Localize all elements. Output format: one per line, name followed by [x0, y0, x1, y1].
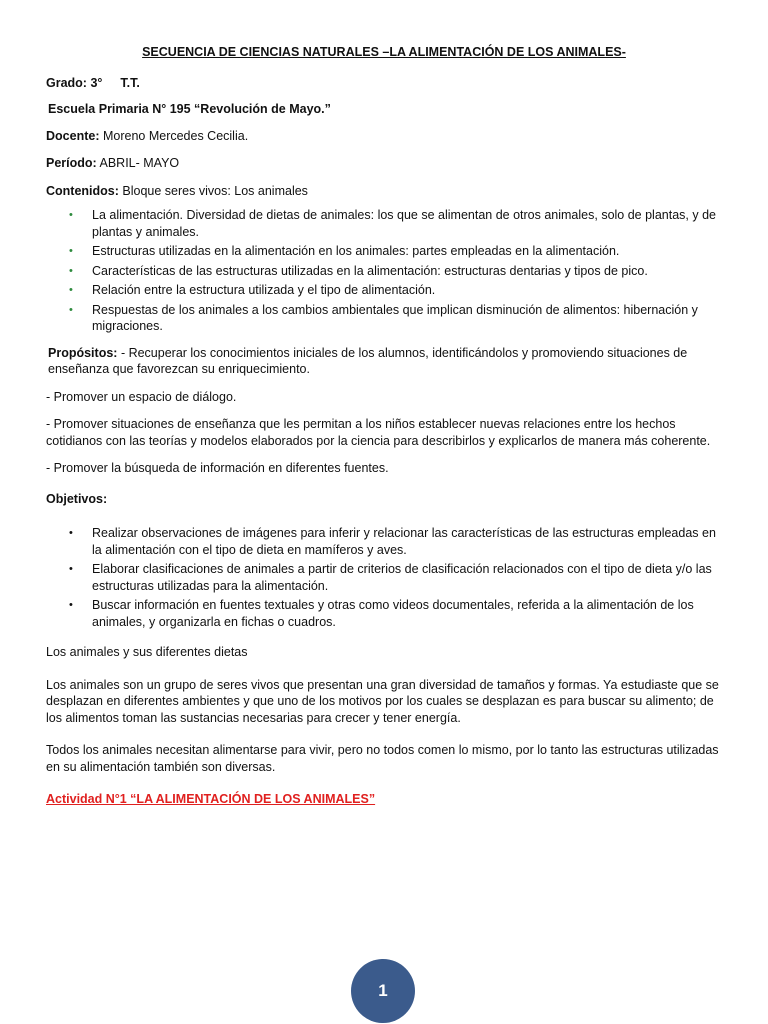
proposito-item: - Promover situaciones de enseñanza que les permitan a los niños establecer nuevas relaciones entre los hechos cotidianos con las teorías y modelos elaborados por la ciencia para describirlos y explicarlos de manera más coherente.: [46, 417, 711, 448]
activity-heading: Actividad N°1 “LA ALIMENTACIÓN DE LOS ANIMALES”: [46, 792, 376, 806]
contenidos-line: [46, 183, 722, 200]
periodo-value: ABRIL- MAYO: [99, 156, 180, 170]
list-item: • Características de las estructuras utilizadas en la alimentación: estructuras dentarias y tipos de pico.: [69, 263, 648, 278]
propositos-label: Propósitos:: [48, 345, 118, 360]
proposito-item: - Promover un espacio de diálogo.: [46, 389, 237, 404]
docente-label: Docente:: [46, 128, 100, 143]
body-paragraph: Todos los animales necesitan alimentarse para vivir, pero no todos comen lo mismo, por lo tanto las estructuras utilizadas en su alimentación también son diversas.: [46, 743, 719, 774]
page-number-badge: 1: [351, 959, 415, 1023]
escuela-line: Escuela Primaria N° 195 “Revolución de Mayo.”: [48, 102, 331, 116]
list-item: • Estructuras utilizadas en la alimentación en los animales: partes empleadas en la alimentación.: [69, 244, 620, 258]
objetivos-list: [46, 525, 722, 630]
contenidos-label: Contenidos:: [46, 183, 119, 198]
list-item: • Elaborar clasificaciones de animales a partir de criterios de clasificación relacionados con el tipo de dieta y/o las estructuras utilizadas para la alimentación.: [69, 562, 712, 593]
list-item: • Buscar información en fuentes textuales y otras como videos documentales, referida a la alimentación de los animales, y organizarla en fichas o cuadros.: [69, 598, 694, 629]
list-item: • Respuestas de los animales a los cambios ambientales que implican disminución de alimentos: hibernación y migraciones.: [69, 302, 698, 333]
propositos-paragraph: [48, 345, 722, 378]
section-title: Los animales y sus diferentes dietas: [46, 645, 248, 659]
document-page: [46, 44, 722, 808]
bullet-icon: •: [69, 599, 73, 611]
propositos-text: - Recuperar los conocimientos iniciales de los alumnos, identificándolos y promoviendo situaciones de enseñanza que favorezcan su enriquecimiento.: [48, 345, 688, 376]
bullet-icon: •: [69, 209, 73, 221]
bullet-icon: •: [69, 303, 73, 316]
contenidos-value: Bloque seres vivos: Los animales: [122, 183, 308, 198]
list-item: • La alimentación. Diversidad de dietas de animales: los que se alimentan de otros animales, solo de plantas, y de plantas y animales.: [69, 208, 716, 239]
proposito-item: - Promover la búsqueda de información en diferentes fuentes.: [46, 461, 389, 475]
document-title: SECUENCIA DE CIENCIAS NATURALES –LA ALIMENTACIÓN DE LOS ANIMALES-: [142, 45, 626, 59]
docente-line: [46, 128, 722, 145]
grado-label: Grado: 3°: [46, 75, 103, 90]
bullet-icon: •: [69, 527, 73, 539]
bullet-icon: •: [69, 264, 73, 277]
bullet-icon: •: [69, 245, 73, 257]
bullet-icon: •: [69, 284, 73, 296]
grado-value: T.T.: [120, 75, 140, 90]
bullet-icon: •: [69, 563, 73, 575]
contenidos-list: [46, 207, 722, 335]
list-item: • Realizar observaciones de imágenes para inferir y relacionar las características de las estructuras empleadas en la alimentación con el tipo de dieta en mamíferos y aves.: [69, 526, 716, 557]
grado-line: [46, 75, 722, 92]
body-paragraph: Los animales son un grupo de seres vivos que presentan una gran diversidad de tamaños y formas. Ya estudiaste que se desplazan en diferentes ambientes y que uno de los motivos por los cuales se desplazan es para buscar su alimento; de los alimentos toman las sustancias necesarias para crecer y tener energía.: [46, 677, 719, 725]
objetivos-label: Objetivos:: [46, 491, 108, 506]
list-item: • Relación entre la estructura utilizada y el tipo de alimentación.: [69, 283, 436, 297]
docente-value: Moreno Mercedes Cecilia.: [102, 128, 249, 143]
periodo-line: [46, 155, 722, 172]
periodo-label: Período:: [46, 156, 97, 170]
